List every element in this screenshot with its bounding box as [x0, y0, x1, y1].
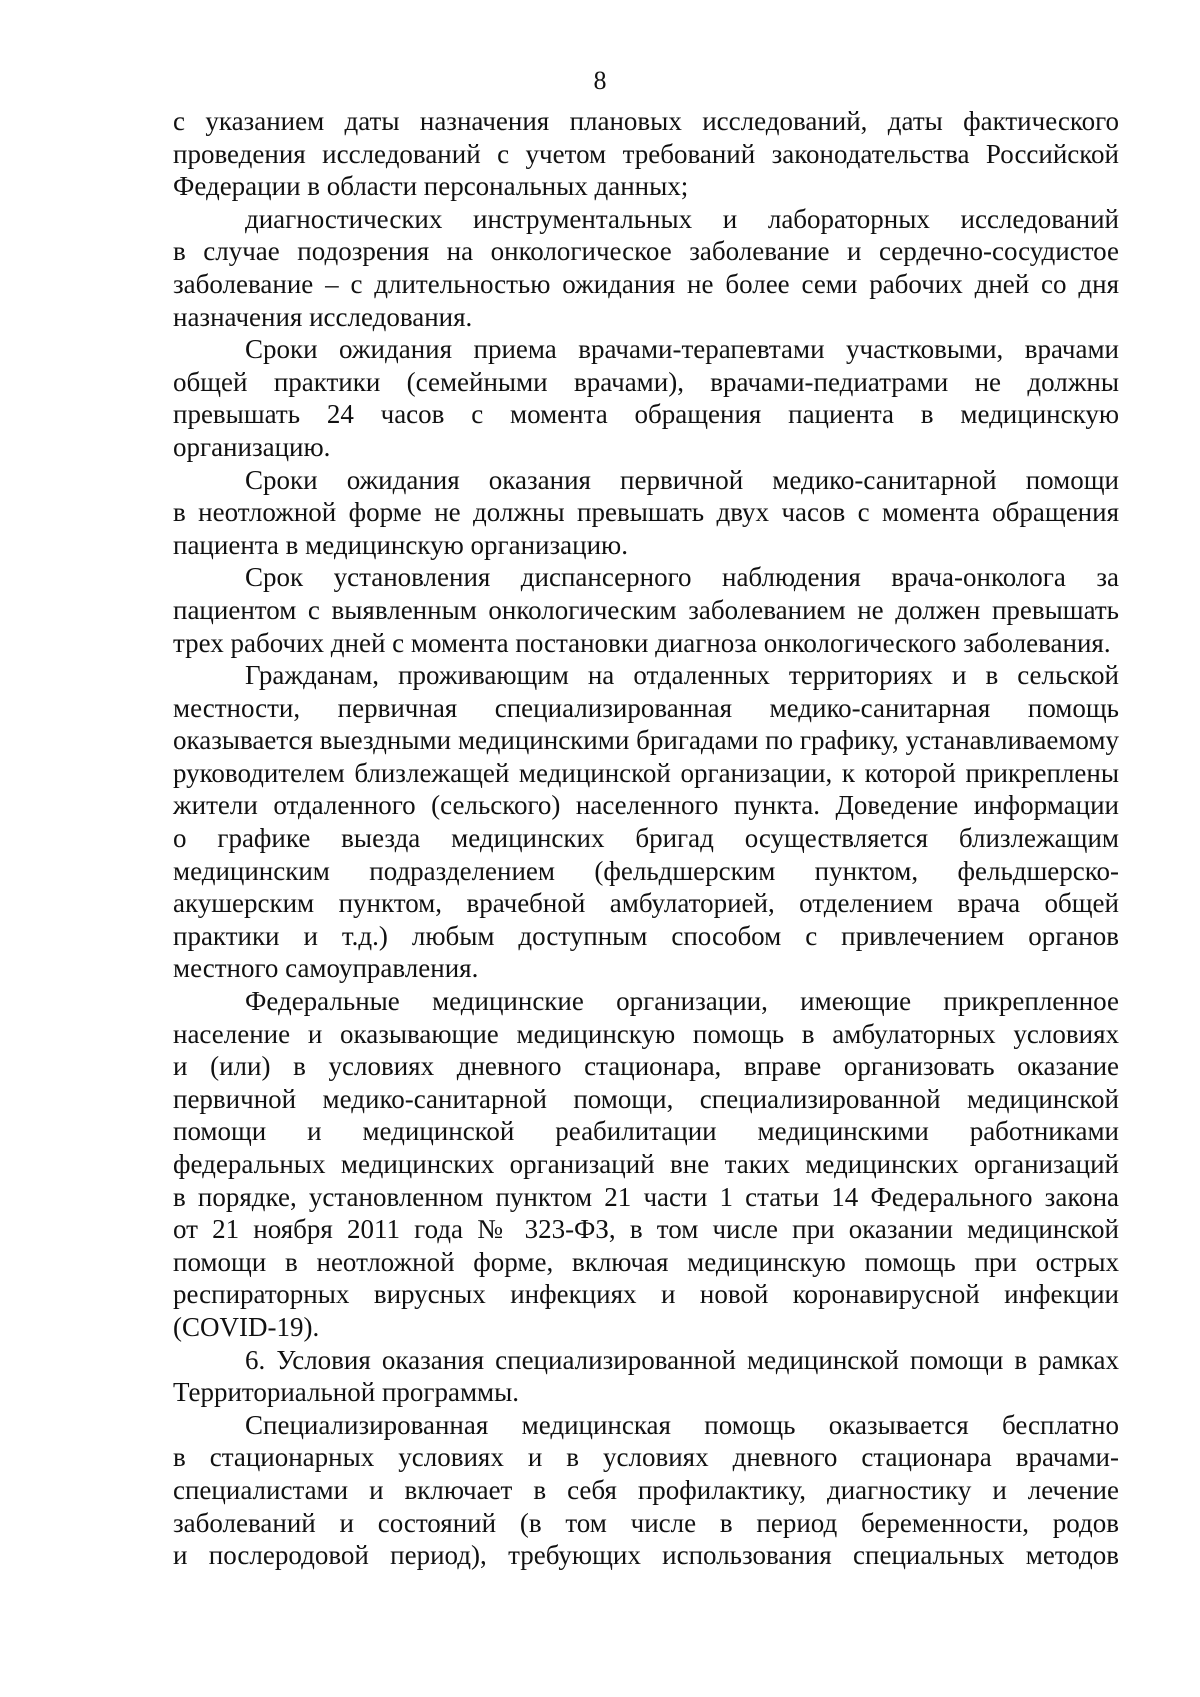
- document-body: [173, 105, 1119, 1572]
- paragraph: [173, 333, 1119, 463]
- text-line: Федеральные медицинские организации, имеющие прикрепленное: [245, 986, 1119, 1017]
- paragraph: [173, 464, 1119, 562]
- text-line: федеральных медицинских организаций вне таких медицинских организаций: [173, 1149, 1119, 1179]
- text-line: руководителем близлежащей медицинской организации, к которой прикреплены: [173, 757, 1119, 788]
- text-line: Специализированная медицинская помощь оказывается бесплатно: [245, 1409, 1119, 1440]
- paragraph: [173, 1344, 1119, 1409]
- text-line: местности, первичная специализированная медико-санитарная помощь: [173, 692, 1119, 723]
- text-line: от 21 ноября 2011 года № 323-ФЗ, в том числе при оказании медицинской: [173, 1214, 1119, 1245]
- text-line: помощи и медицинской реабилитации медицинскими работниками: [173, 1116, 1119, 1147]
- paragraph: [173, 203, 1119, 333]
- text-line: заболеваний и состояний (в том числе в период беременности, родов: [173, 1507, 1119, 1538]
- text-line: 6. Условия оказания специализированной медицинской помощи в рамках: [245, 1344, 1119, 1375]
- text-line: в случае подозрения на онкологическое заболевание и сердечно-сосудистое: [173, 236, 1119, 267]
- text-line: пациентом с выявленным онкологическим заболеванием не должен превышать: [173, 594, 1119, 625]
- text-line: диагностических инструментальных и лабораторных исследований: [245, 203, 1119, 234]
- text-line: практики и т.д.) любым доступным способом с привлечением органов: [173, 920, 1119, 951]
- text-line: в неотложной форме не должны превышать двух часов с момента обращения: [173, 497, 1119, 528]
- text-line: назначения исследования.: [173, 301, 473, 332]
- text-line: жители отдаленного (сельского) населенного пункта. Доведение информации: [173, 790, 1119, 821]
- paragraph: [173, 659, 1119, 985]
- text-line: Срок установления диспансерного наблюдения врача-онколога за: [245, 562, 1119, 593]
- text-line: трех рабочих дней с момента постановки диагноза онкологического заболевания.: [173, 627, 1111, 658]
- paragraph: [173, 1409, 1119, 1572]
- text-line: респираторных вирусных инфекциях и новой коронавирусной инфекции: [173, 1279, 1119, 1310]
- text-line: о графике выезда медицинских бригад осуществляется близлежащим: [173, 823, 1119, 854]
- page-number: 8: [593, 66, 607, 95]
- text-line: Сроки ожидания оказания первичной медико-санитарной помощи: [245, 464, 1119, 495]
- text-line: пациента в медицинскую организацию.: [173, 529, 628, 560]
- text-line: Гражданам, проживающим на отдаленных территориях и в сельской: [245, 660, 1119, 691]
- text-line: и послеродовой период), требующих использования специальных методов: [173, 1540, 1119, 1571]
- paragraph: [173, 985, 1119, 1344]
- text-line: местного самоуправления.: [173, 953, 479, 984]
- text-line: специалистами и включает в себя профилактику, диагностику и лечение: [173, 1474, 1119, 1505]
- text-line: оказывается выездными медицинскими бригадами по графику, устанавливаемому: [173, 725, 1119, 756]
- text-line: организацию.: [173, 431, 331, 462]
- text-line: помощи в неотложной форме, включая медицинскую помощь при острых: [173, 1246, 1119, 1277]
- text-line: акушерским пунктом, врачебной амбулаторией, отделением врача общей: [173, 888, 1119, 919]
- text-line: в порядке, установленном пунктом 21 части 1 статьи 14 Федерального закона: [173, 1181, 1119, 1212]
- text-line: проведения исследований с учетом требований законодательства Российской: [173, 138, 1119, 169]
- text-line: заболевание – с длительностью ожидания не более семи рабочих дней со дня: [173, 268, 1119, 299]
- text-line: Территориальной программы.: [173, 1377, 520, 1408]
- text-line: и (или) в условиях дневного стационара, вправе организовать оказание: [173, 1051, 1119, 1082]
- text-line: (COVID-19).: [173, 1311, 320, 1342]
- text-line: Федерации в области персональных данных;: [173, 171, 689, 202]
- paragraph: [173, 561, 1119, 659]
- text-line: Сроки ожидания приема врачами-терапевтами участковыми, врачами: [245, 334, 1119, 365]
- text-line: в стационарных условиях и в условиях дневного стационара врачами-: [173, 1442, 1119, 1473]
- text-line: с указанием даты назначения плановых исследований, даты фактического: [173, 106, 1119, 136]
- text-line: превышать 24 часов с момента обращения пациента в медицинскую: [173, 399, 1119, 430]
- paragraph: [173, 105, 1119, 203]
- text-line: медицинским подразделением (фельдшерским пунктом, фельдшерско-: [173, 855, 1119, 886]
- text-line: первичной медико-санитарной помощи, специализированной медицинской: [173, 1083, 1119, 1114]
- text-line: население и оказывающие медицинскую помощь в амбулаторных условиях: [173, 1018, 1119, 1049]
- text-line: общей практики (семейными врачами), врачами-педиатрами не должны: [173, 366, 1119, 397]
